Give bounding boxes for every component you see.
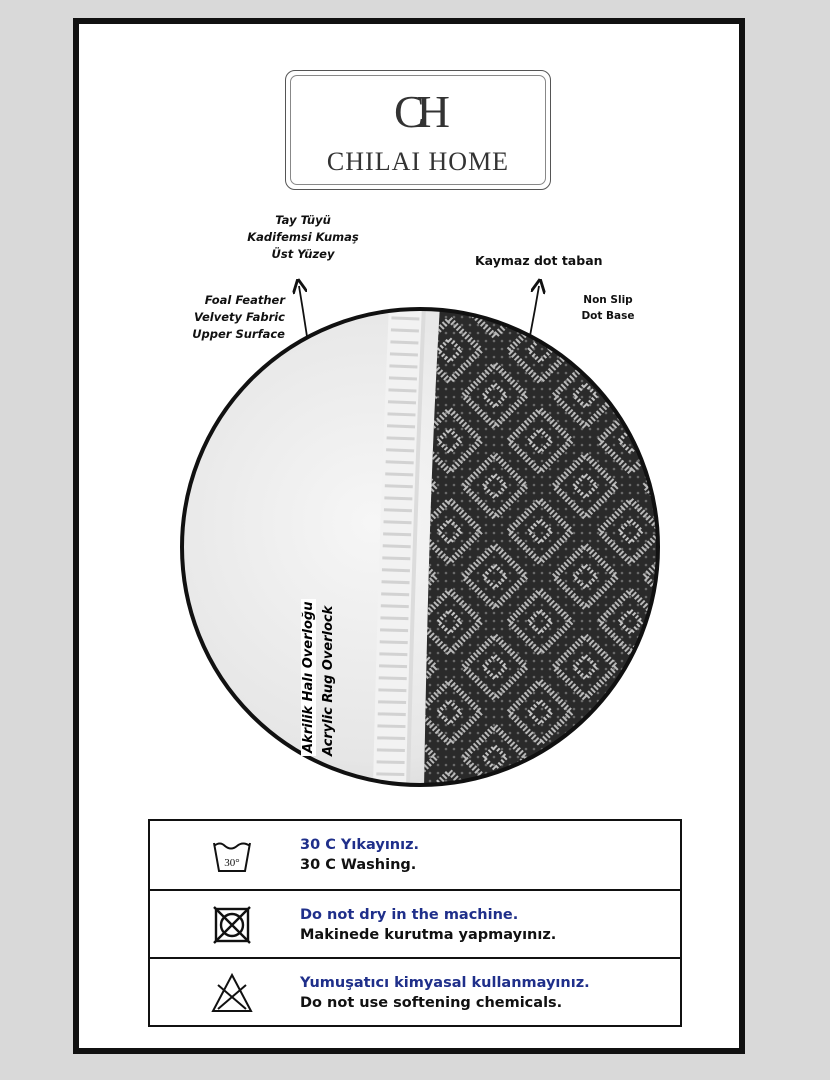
annotation-line: Dot Base: [581, 310, 635, 322]
care-line-tr: 30 C Yıkayınız.: [300, 837, 420, 853]
annotation-line: Tay Tüyü: [275, 213, 331, 227]
overlock-label-en: Acrylic Rug Overlock: [321, 605, 336, 756]
annotation-line: Upper Surface: [192, 327, 285, 341]
svg-text:30°: 30°: [224, 857, 240, 869]
annotation-line: Üst Yüzey: [271, 247, 335, 261]
rug-detail-photo: [178, 305, 662, 789]
care-line-en: Do not dry in the machine.: [300, 907, 519, 923]
logo-monogram: CH: [394, 86, 442, 137]
care-text-washing: [300, 835, 419, 875]
annotation-line: Velvety Fabric: [193, 310, 285, 324]
care-row-washing: [150, 821, 680, 889]
annotation-line: Non Slip: [583, 294, 633, 306]
product-card: [73, 18, 745, 1054]
annotation-line: Foal Feather: [204, 293, 285, 307]
care-instructions-table: [148, 819, 682, 1027]
no-tumble-dry-icon: [210, 903, 254, 947]
care-row-dry: [150, 889, 680, 957]
care-line-tr: Yumuşatıcı kimyasal kullanmayınız.: [300, 975, 590, 991]
care-text-bleach: [300, 973, 590, 1013]
logo-brand-name: CHILAI HOME: [326, 147, 510, 176]
overlock-label-tr: Akrilik Halı Overloğu: [301, 599, 316, 756]
care-line-en: Do not use softening chemicals.: [300, 995, 563, 1011]
overlock-labels: [301, 556, 341, 776]
care-text-dry: [300, 905, 556, 945]
annotation-line: Kadifemsi Kumaş: [247, 230, 359, 244]
care-line-en: 30 C Washing.: [300, 857, 417, 873]
care-line-tr: Makinede kurutma yapmayınız.: [300, 927, 557, 943]
no-bleach-icon: [210, 971, 254, 1015]
annotation-dot-tr: Kaymaz dot taban: [475, 253, 603, 268]
wash-30-icon: [210, 833, 254, 877]
care-row-bleach: [150, 957, 680, 1025]
